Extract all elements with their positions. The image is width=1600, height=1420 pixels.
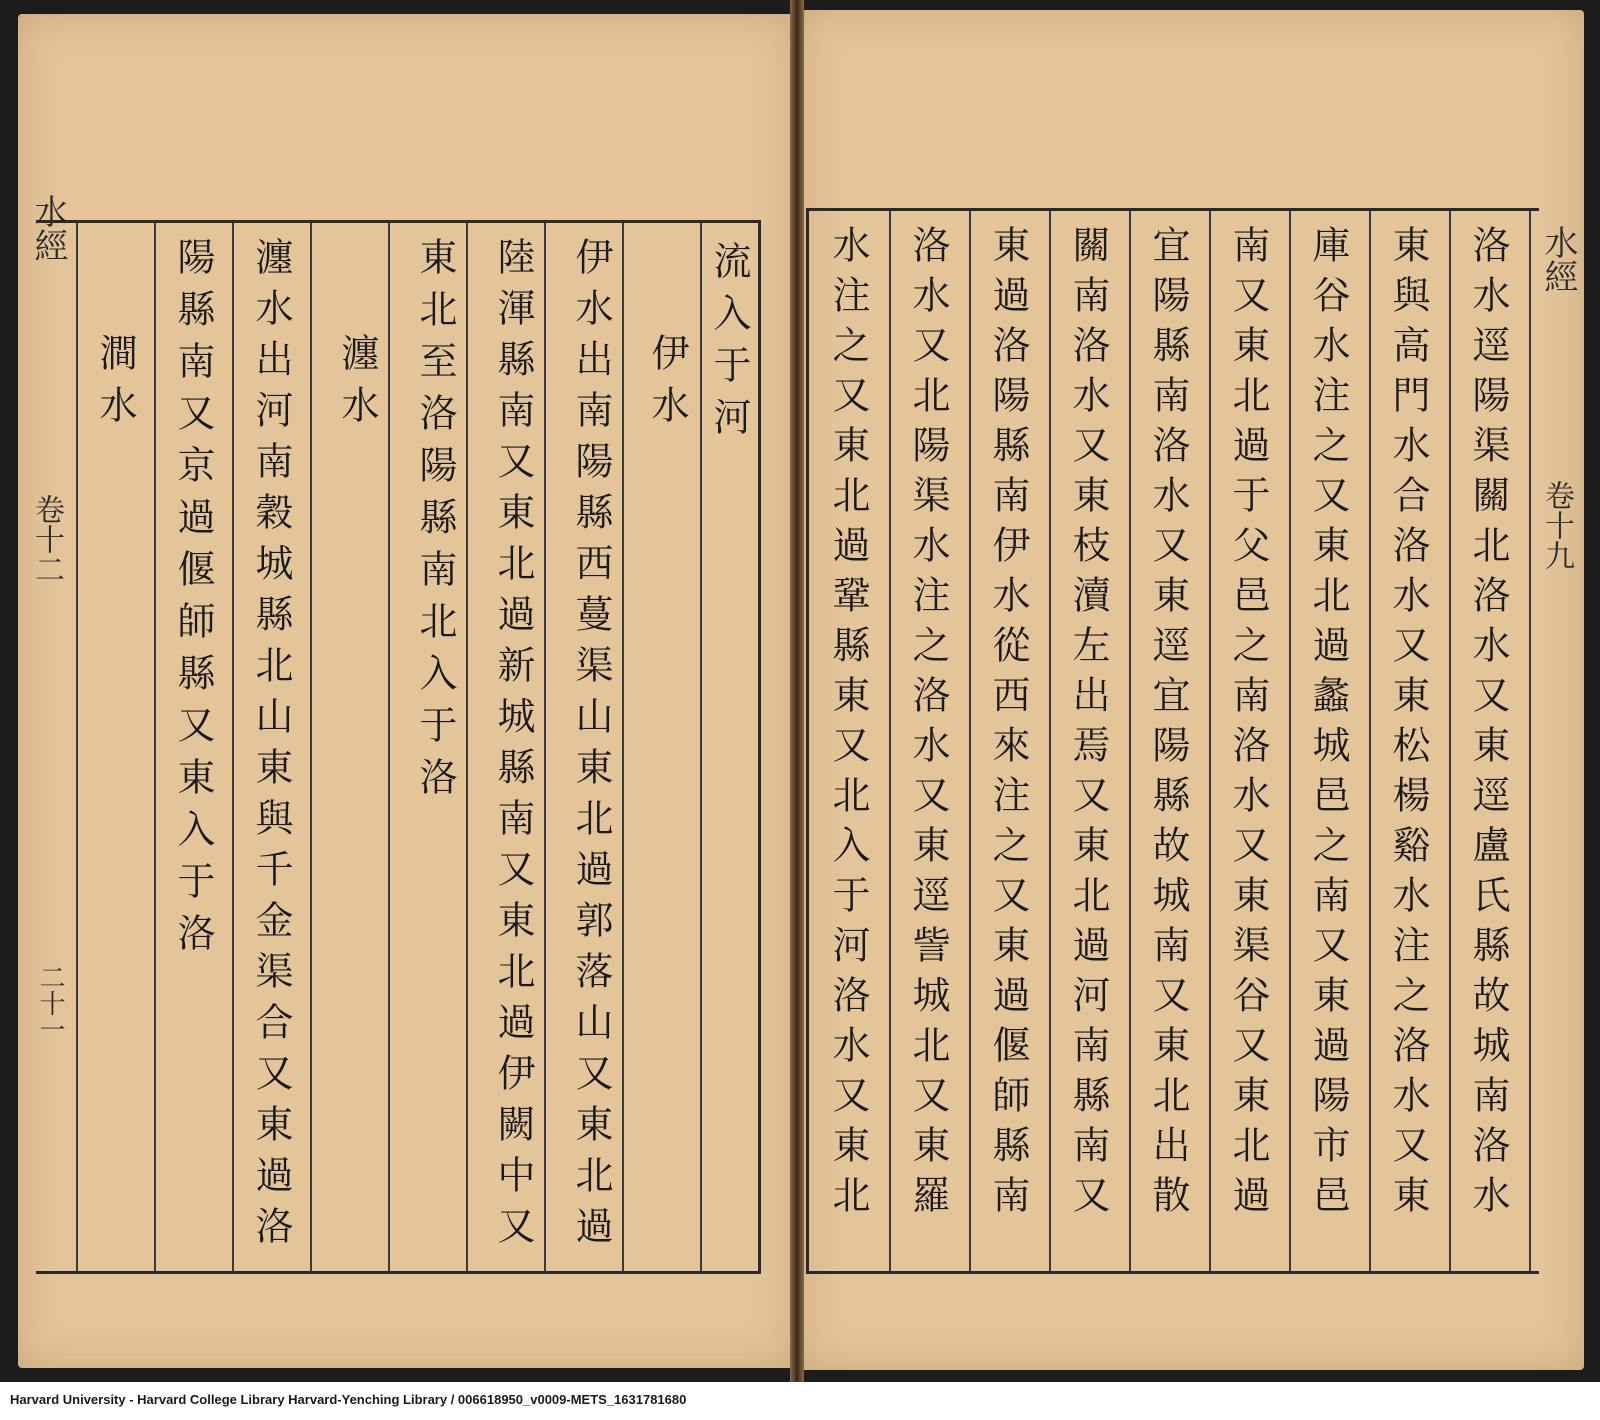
column-rule xyxy=(622,223,624,1271)
column-rule xyxy=(889,211,891,1271)
column-rule xyxy=(700,223,702,1271)
text-column: 伊水出南陽縣西蔓渠山東北過郭落山又東北過 xyxy=(569,237,613,1257)
left-margin-title: 水經 xyxy=(28,194,68,262)
text-column: 洛水逕陽渠關北洛水又東逕盧氏縣故城南洛水 xyxy=(1466,225,1510,1225)
column-rule xyxy=(1129,211,1131,1271)
text-column: 澗水 xyxy=(93,333,137,437)
right-text-frame xyxy=(806,208,1539,1274)
text-column: 流入于河 xyxy=(707,241,751,449)
book-gutter xyxy=(790,0,804,1382)
column-rule xyxy=(1049,211,1051,1271)
text-column: 庫谷水注之又東北過蠡城邑之南又東過陽市邑 xyxy=(1306,225,1350,1225)
text-column: 水注之又東北過鞏縣東又北入于河洛水又東北 xyxy=(826,225,870,1225)
text-column: 宜陽縣南洛水又東逕宜陽縣故城南又東北出散 xyxy=(1146,225,1190,1225)
column-rule xyxy=(1369,211,1371,1271)
text-column: 洛水又北陽渠水注之洛水又東逕訾城北又東羅 xyxy=(906,225,950,1225)
column-rule xyxy=(544,223,546,1271)
text-column: 關南洛水又東枝瀆左出焉又東北過河南縣南又 xyxy=(1066,225,1110,1225)
column-rule xyxy=(388,223,390,1271)
text-column: 瀍水 xyxy=(335,333,379,437)
column-rule xyxy=(1529,211,1531,1271)
column-rule xyxy=(1289,211,1291,1271)
column-rule xyxy=(1209,211,1211,1271)
right-margin-chapter: 卷十九 xyxy=(1539,480,1574,570)
text-column: 東與高門水合洛水又東松楊谿水注之洛水又東 xyxy=(1386,225,1430,1225)
left-page-number: 二十一 xyxy=(35,964,65,1042)
image-caption: Harvard University - Harvard College Library Harvard-Yenching Library / 006618950_v0009-METS_1631781680 xyxy=(10,1392,687,1407)
text-column: 陽縣南又京過偃師縣又東入于洛 xyxy=(171,237,215,965)
left-text-frame xyxy=(36,220,761,1274)
column-rule xyxy=(466,223,468,1271)
left-margin-chapter: 卷十二 xyxy=(29,494,64,584)
text-column: 瀍水出河南穀城縣北山東與千金渠合又東過洛 xyxy=(249,237,293,1257)
column-rule xyxy=(310,223,312,1271)
text-column: 陸渾縣南又東北過新城縣南又東北過伊闕中又 xyxy=(491,237,535,1257)
text-column: 南又東北過于父邑之南洛水又東渠谷又東北過 xyxy=(1226,225,1270,1225)
column-rule xyxy=(232,223,234,1271)
text-column: 東過洛陽縣南伊水從西來注之又東過偃師縣南 xyxy=(986,225,1030,1225)
column-rule xyxy=(1449,211,1451,1271)
column-rule xyxy=(969,211,971,1271)
text-column: 東北至洛陽縣南北入于洛 xyxy=(413,237,457,809)
text-column: 伊水 xyxy=(645,333,689,437)
column-rule xyxy=(76,223,78,1271)
right-margin-title: 水經 xyxy=(1538,225,1578,293)
column-rule xyxy=(154,223,156,1271)
